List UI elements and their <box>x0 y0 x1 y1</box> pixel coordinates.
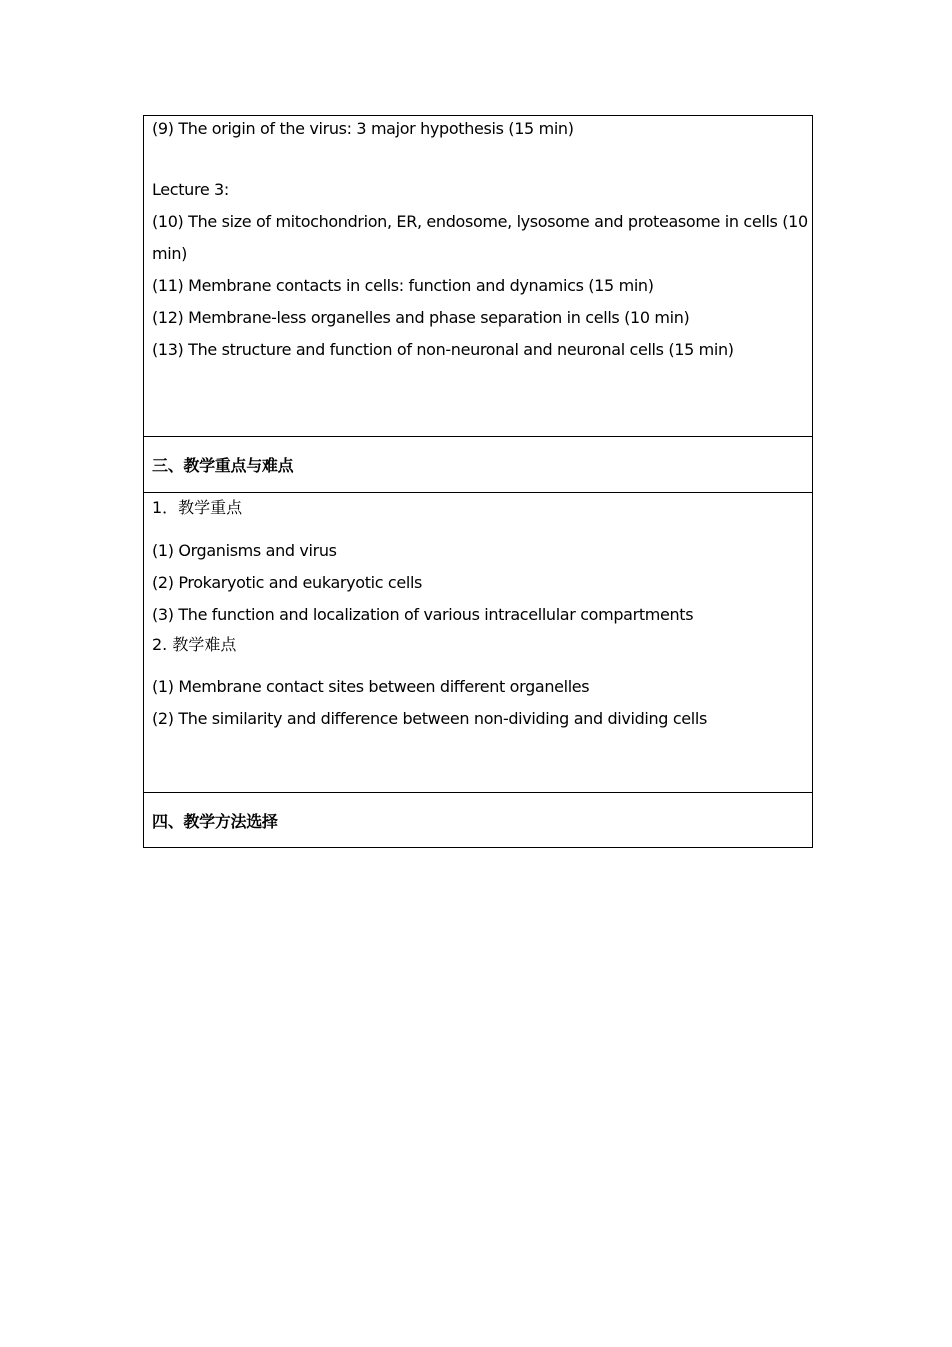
lecture-content-cell <box>144 116 812 436</box>
lecture-item-13: (13) The structure and function of non-neuronal and neuronal cells (15 min) <box>152 340 734 359</box>
lecture-item-10: (10) The size of mitochondrion, ER, endosome, lysosome and proteasome in cells (10 min) <box>152 212 808 263</box>
section-4-header <box>144 792 812 847</box>
key-points-heading: 1．教学重点 <box>152 498 243 517</box>
key-difficult-points-cell <box>144 492 812 792</box>
key-point-item: (3) The function and localization of various intracellular compartments <box>152 605 694 624</box>
lecture-item-9: (9) The origin of the virus: 3 major hypothesis (15 min) <box>152 119 574 138</box>
lecture-item-11: (11) Membrane contacts in cells: function and dynamics (15 min) <box>152 276 654 295</box>
blank-line <box>152 142 808 174</box>
key-point-item: (1) Organisms and virus <box>152 541 337 560</box>
lecture-item-12: (12) Membrane-less organelles and phase separation in cells (10 min) <box>152 308 690 327</box>
key-point-item: (2) Prokaryotic and eukaryotic cells <box>152 573 423 592</box>
difficult-point-item: (1) Membrane contact sites between different organelles <box>152 677 590 696</box>
difficult-point-item: (2) The similarity and difference between non-dividing and dividing cells <box>152 709 707 728</box>
difficult-points-heading: 2. 教学难点 <box>152 635 237 654</box>
section-4-title: 四、教学方法选择 <box>152 811 278 831</box>
lesson-plan-table <box>143 115 813 848</box>
section-3-title: 三、教学重点与难点 <box>152 456 294 475</box>
lecture-3-heading: Lecture 3: <box>152 180 229 199</box>
section-3-header <box>144 436 812 492</box>
